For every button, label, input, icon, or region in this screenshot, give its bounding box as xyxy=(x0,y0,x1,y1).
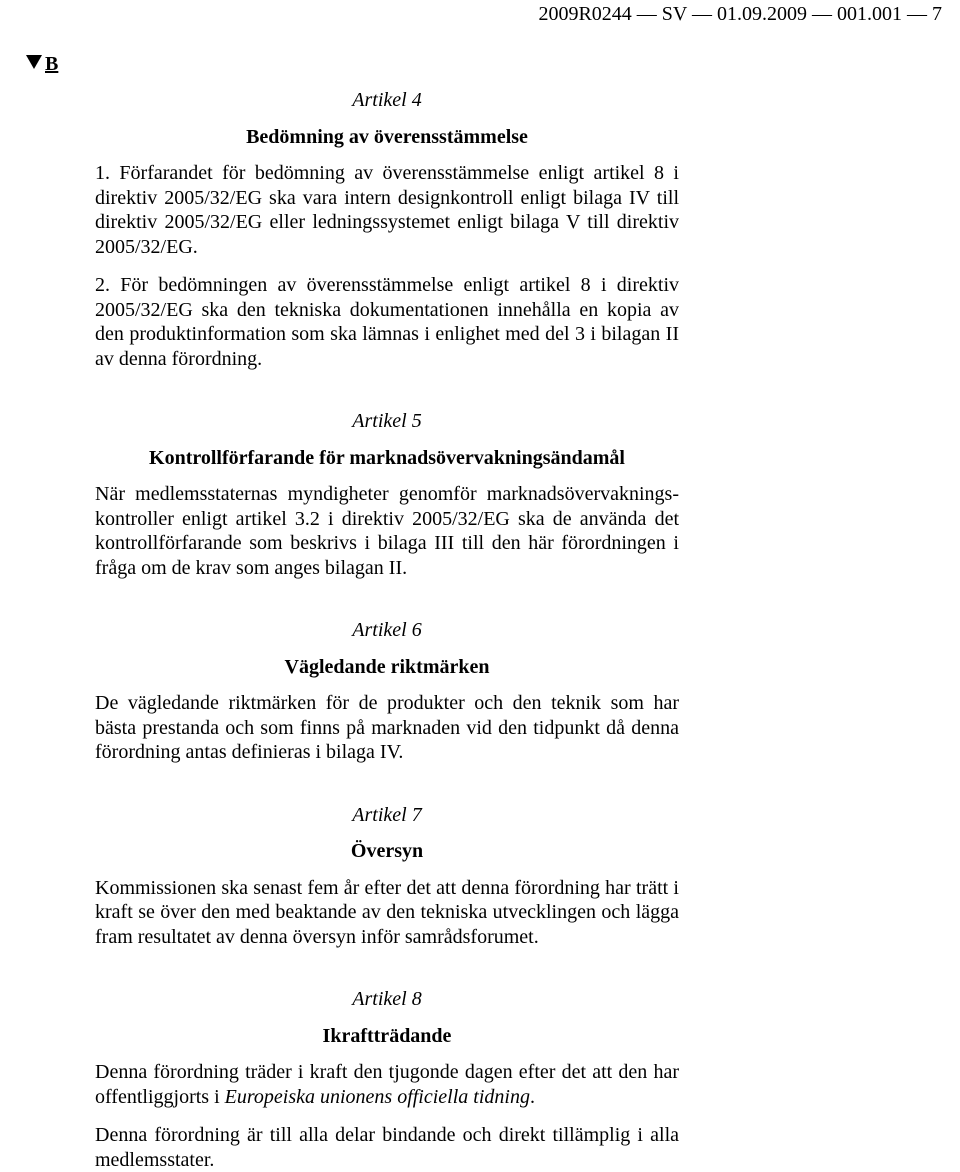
article-number: Artikel 4 xyxy=(352,89,422,111)
article-number: Artikel 7 xyxy=(352,803,422,826)
article-5 xyxy=(95,409,679,580)
article-number: Artikel 8 xyxy=(352,988,422,1010)
paragraph-text: . xyxy=(529,1085,535,1108)
article-paragraph xyxy=(95,1060,679,1109)
journal-name: Europeiska unionens officiella tidning xyxy=(224,1085,530,1108)
article-number: Artikel 5 xyxy=(352,410,422,432)
article-title: Bedömning av överensstämmelse xyxy=(246,125,528,148)
article-title: Vägledande riktmärken xyxy=(284,655,490,678)
document-body xyxy=(95,88,679,1172)
article-paragraph: 1. Förfarandet för bedömning av överensstämmelse enligt artikel 8 i direktiv 2005/32/EG ska vara intern designkontroll enligt bilaga IV till direktiv 2005/32/EG eller ledningssystemet enligt bilaga V till direktiv 2005/32/EG. xyxy=(95,162,679,258)
triangle-down-icon xyxy=(26,55,42,69)
article-paragraph: 2. För bedömningen av överensstämmelse enligt artikel 8 i direktiv 2005/32/EG ska den tekniska dokumentationen innehålla en kopia av den produktinformation som ska lämnas i enlighet med del 3 i bilagan II av denna förordning. xyxy=(95,274,679,370)
article-7 xyxy=(95,803,679,950)
amendment-marker-letter: B xyxy=(45,53,59,75)
article-4 xyxy=(95,88,679,371)
amendment-marker xyxy=(26,52,58,76)
article-title: Kontrollförfarande för marknadsövervakningsändamål xyxy=(149,446,625,469)
article-paragraph: De vägledande riktmärken för de produkter och den teknik som har bästa prestanda och som finns på marknaden vid den tidpunkt då denna förordning antas definieras i bilaga IV. xyxy=(95,692,679,763)
paragraph-text: Denna förordning träder i kraft den tjugonde dagen efter det att den har offentliggjorts i xyxy=(95,1061,679,1108)
article-number: Artikel 6 xyxy=(352,619,422,641)
article-title: Översyn xyxy=(350,840,424,862)
article-6 xyxy=(95,618,679,765)
article-8 xyxy=(95,987,679,1172)
article-paragraph: Denna förordning är till alla delar bindande och direkt tillämplig i alla medlemsstater. xyxy=(95,1124,679,1171)
article-title: Ikraftträdande xyxy=(322,1024,452,1047)
article-paragraph: När medlemsstaternas myndigheter genomför marknadsövervakningskontroller enligt artikel 3.2 i direktiv 2005/32/EG ska de använda det kontrollförfarande som beskrivs i bilaga III till den här förordningen i fråga om de krav som anges bilagan II. xyxy=(95,483,679,579)
article-paragraph: Kommissionen ska senast fem år efter det att denna förordning har trätt i kraft se över den med beaktande av den tekniska utvecklingen och lägga fram resultatet av denna översyn inför samrådsforumet. xyxy=(95,876,679,948)
document-reference-header: 2009R0244 — SV — 01.09.2009 — 001.001 — 7 xyxy=(538,3,942,25)
